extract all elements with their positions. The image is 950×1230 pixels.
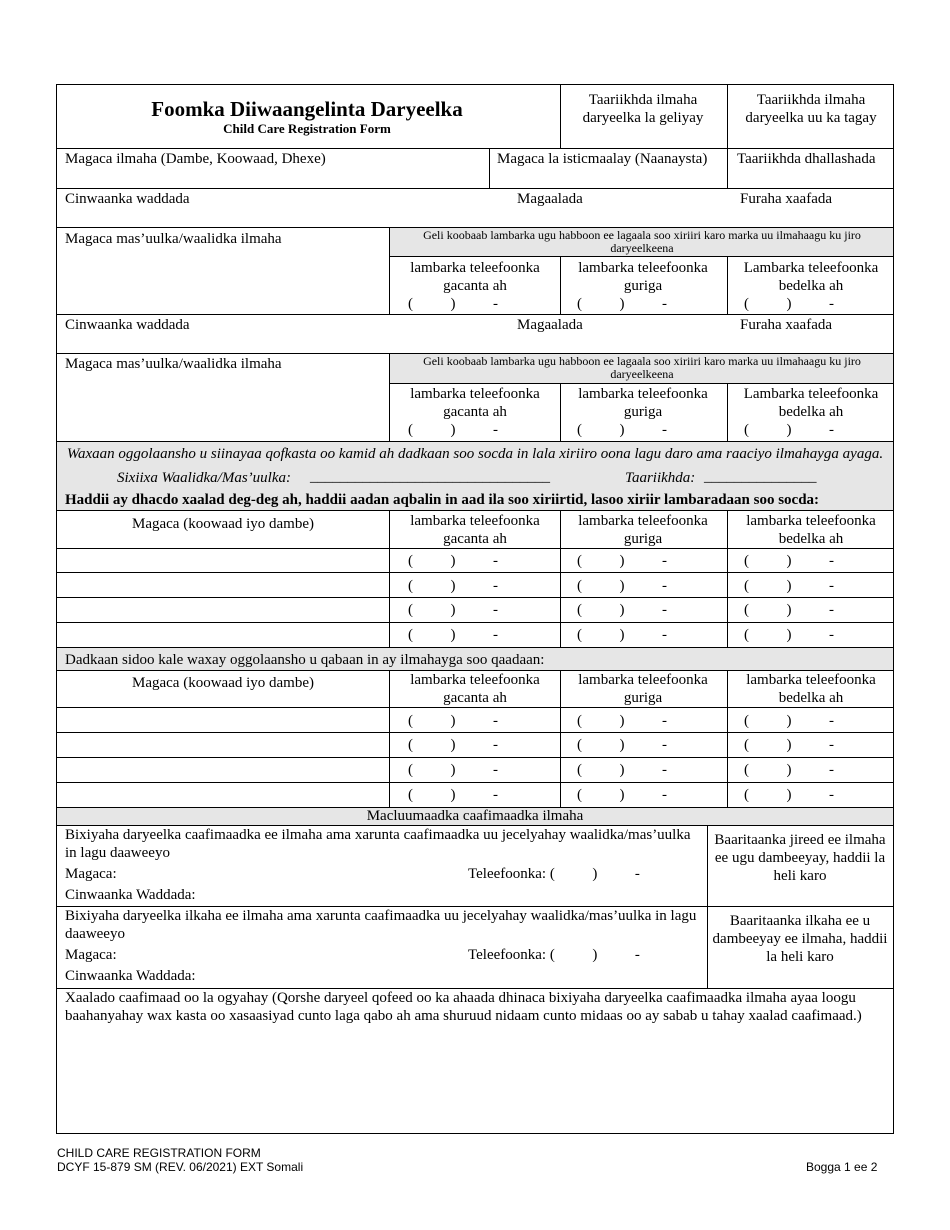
pickup1-work-phone[interactable]: ( ) - — [577, 713, 667, 729]
pickup-heading: Dadkaan sidoo kale waxay oggolaansho u qabaan in ay ilmahayga soo qaadaan: — [65, 652, 545, 668]
medical-heading: Macluumaadka caafimaadka ilmaha — [366, 808, 584, 824]
emergency1-work-phone[interactable]: ( ) - — [577, 553, 667, 569]
pickup3-work-phone[interactable]: ( ) - — [577, 762, 667, 778]
child-zip-field[interactable]: Furaha xaafada — [740, 191, 833, 207]
pickup4-home-phone[interactable]: ( ) - — [408, 787, 498, 803]
emergency2-home-phone[interactable]: ( ) - — [408, 578, 498, 594]
date-enrolled-field[interactable]: Taariikhda ilmaha daryeelka la geliyay — [582, 92, 704, 126]
parent1-alt-phone-input[interactable]: ( ) - — [744, 296, 834, 312]
dental-exam-field[interactable]: Baaritaanka ilkaha ee u dambeeyay ee ilmaha, haddii la heli karo — [712, 913, 888, 965]
emergency1-alt-phone[interactable]: ( ) - — [744, 553, 834, 569]
pickup3-alt-phone[interactable]: ( ) - — [744, 762, 834, 778]
physical-exam-field[interactable]: Baaritaanka jireed ee ilmaha ee ugu dambeeyay, haddii la heli karo — [714, 832, 886, 884]
signature-label: Sixiixa Waalidka/Mas’uulka: — [117, 470, 291, 486]
parent2-home-phone-label: lambarka teleefoonka gacanta ah — [410, 386, 540, 420]
dental-name-field[interactable]: Magaca: — [65, 947, 117, 963]
dental-provider-label: Bixiyaha daryeelka ilkaha ee ilmaha ama xarunta caafimaadka uu jecelyahay waalidka/mas’uulka in lagu daaweeyo — [65, 908, 697, 942]
parent1-work-phone-input[interactable]: ( ) - — [577, 296, 667, 312]
pickup1-home-phone[interactable]: ( ) - — [408, 713, 498, 729]
parent2-alt-phone-input[interactable]: ( ) - — [744, 422, 834, 438]
medical-conditions-field[interactable]: Xaalado caafimaad oo la ogyahay (Qorshe daryeel qofeed oo ka ahaada dhinaca bixiyaha daryeelka caafimaadka ilmaha ayaa loogu baahanyahay wax kasta oo xasaasiyad cunto laga qabo ah ama shuruud nidaam cunto midaas oo ay sabab u tahay xaalad caafimaad.) — [65, 990, 862, 1024]
footer-form-number: DCYF 15-879 SM (REV. 06/2021) EXT Somali — [57, 1160, 304, 1174]
pickup-home-col: lambarka teleefoonka gacanta ah — [410, 672, 540, 706]
date-left-field[interactable]: Taariikhda ilmaha daryeelka uu ka tagay — [745, 92, 877, 126]
pickup2-work-phone[interactable]: ( ) - — [577, 737, 667, 753]
child-city-field[interactable]: Magaalada — [517, 191, 583, 207]
parent1-name-field[interactable]: Magaca mas’uulka/waalidka ilmaha — [65, 231, 282, 247]
nickname-field[interactable]: Magaca la isticmaalay (Naanaysta) — [497, 151, 708, 167]
medical-provider-label: Bixiyaha daryeelka caafimaadka ee ilmaha ama xarunta caafimaadka uu jecelyahay waalidka/mas’uulka in lagu daaweeyo — [65, 827, 691, 861]
consent-date-label: Taariikhda: — [625, 470, 696, 486]
pickup4-alt-phone[interactable]: ( ) - — [744, 787, 834, 803]
emergency-work-col: lambarka teleefoonka guriga — [578, 513, 708, 547]
emergency1-home-phone[interactable]: ( ) - — [408, 553, 498, 569]
parent2-name-field[interactable]: Magaca mas’uulka/waalidka ilmaha — [65, 356, 282, 372]
medical-phone-field[interactable]: Teleefoonka: ( ) - — [468, 866, 640, 882]
parent1-street-field[interactable]: Cinwaanka waddada — [65, 317, 190, 333]
parent1-check-note: Geli koobaab lambarka ugu habboon ee lagaala soo xiriiri karo marka uu ilmahaagu ku jiro daryeelkeena — [423, 228, 861, 255]
emergency-name-col: Magaca (koowaad iyo dambe) — [131, 516, 314, 532]
form-subtitle: Child Care Registration Form — [223, 121, 391, 136]
parent1-city-field[interactable]: Magaalada — [517, 317, 583, 333]
pickup-name-col: Magaca (koowaad iyo dambe) — [131, 675, 314, 691]
parent2-home-phone-input[interactable]: ( ) - — [408, 422, 498, 438]
consent-date-line[interactable]: _______________ — [704, 469, 817, 485]
emergency3-work-phone[interactable]: ( ) - — [577, 602, 667, 618]
pickup1-alt-phone[interactable]: ( ) - — [744, 713, 834, 729]
parent1-home-phone-input[interactable]: ( ) - — [408, 296, 498, 312]
emergency4-alt-phone[interactable]: ( ) - — [744, 627, 834, 643]
parent1-zip-field[interactable]: Furaha xaafada — [740, 317, 833, 333]
emergency2-alt-phone[interactable]: ( ) - — [744, 578, 834, 594]
parent1-work-phone-label: lambarka teleefoonka guriga — [578, 260, 708, 294]
emergency3-alt-phone[interactable]: ( ) - — [744, 602, 834, 618]
pickup3-home-phone[interactable]: ( ) - — [408, 762, 498, 778]
parent1-home-phone-label: lambarka teleefoonka gacanta ah — [410, 260, 540, 294]
footer-page-number: Bogga 1 ee 2 — [806, 1160, 878, 1174]
dental-address-field[interactable]: Cinwaanka Waddada: — [65, 968, 196, 984]
emergency4-home-phone[interactable]: ( ) - — [408, 627, 498, 643]
footer-form-name: CHILD CARE REGISTRATION FORM — [57, 1146, 261, 1160]
parent2-work-phone-input[interactable]: ( ) - — [577, 422, 667, 438]
pickup2-home-phone[interactable]: ( ) - — [408, 737, 498, 753]
emergency2-work-phone[interactable]: ( ) - — [577, 578, 667, 594]
parent2-work-phone-label: lambarka teleefoonka guriga — [578, 386, 708, 420]
emergency3-home-phone[interactable]: ( ) - — [408, 602, 498, 618]
dental-phone-field[interactable]: Teleefoonka: ( ) - — [468, 947, 640, 963]
medical-address-field[interactable]: Cinwaanka Waddada: — [65, 887, 196, 903]
pickup4-work-phone[interactable]: ( ) - — [577, 787, 667, 803]
child-name-field[interactable]: Magaca ilmaha (Dambe, Koowaad, Dhexe) — [65, 151, 326, 167]
consent-statement: Waxaan oggolaansho u siinayaa qofkasta oo kamid ah dadkaan soo socda in lala xiriiro oona lagu daro ama raaciyo ilmahayga ayaga. — [66, 446, 884, 462]
pickup-alt-col: lambarka teleefoonka bedelka ah — [746, 672, 876, 706]
registration-form — [56, 84, 894, 1134]
parent1-alt-phone-label: Lambarka teleefoonka bedelka ah — [743, 260, 879, 294]
emergency4-work-phone[interactable]: ( ) - — [577, 627, 667, 643]
emergency-alt-col: lambarka teleefoonka bedelka ah — [746, 513, 876, 547]
emergency-heading: Haddii ay dhacdo xaalad deg-deg ah, haddii aadan aqbalin in aad ila soo xiriirtid, lasoo xiriir lambaradaan soo socda: — [65, 492, 820, 508]
medical-name-field[interactable]: Magaca: — [65, 866, 117, 882]
pickup2-alt-phone[interactable]: ( ) - — [744, 737, 834, 753]
form-title: Foomka Diiwaangelinta Daryeelka — [151, 97, 463, 121]
pickup-work-col: lambarka teleefoonka guriga — [578, 672, 708, 706]
birth-date-field[interactable]: Taariikhda dhallashada — [737, 151, 876, 167]
signature-line[interactable]: ________________________________ — [310, 469, 550, 485]
emergency-home-col: lambarka teleefoonka gacanta ah — [410, 513, 540, 547]
child-street-field[interactable]: Cinwaanka waddada — [65, 191, 190, 207]
parent2-alt-phone-label: Lambarka teleefoonka bedelka ah — [743, 386, 879, 420]
parent2-check-note: Geli koobaab lambarka ugu habboon ee lagaala soo xiriiri karo marka uu ilmahaagu ku jiro daryeelkeena — [423, 354, 861, 381]
